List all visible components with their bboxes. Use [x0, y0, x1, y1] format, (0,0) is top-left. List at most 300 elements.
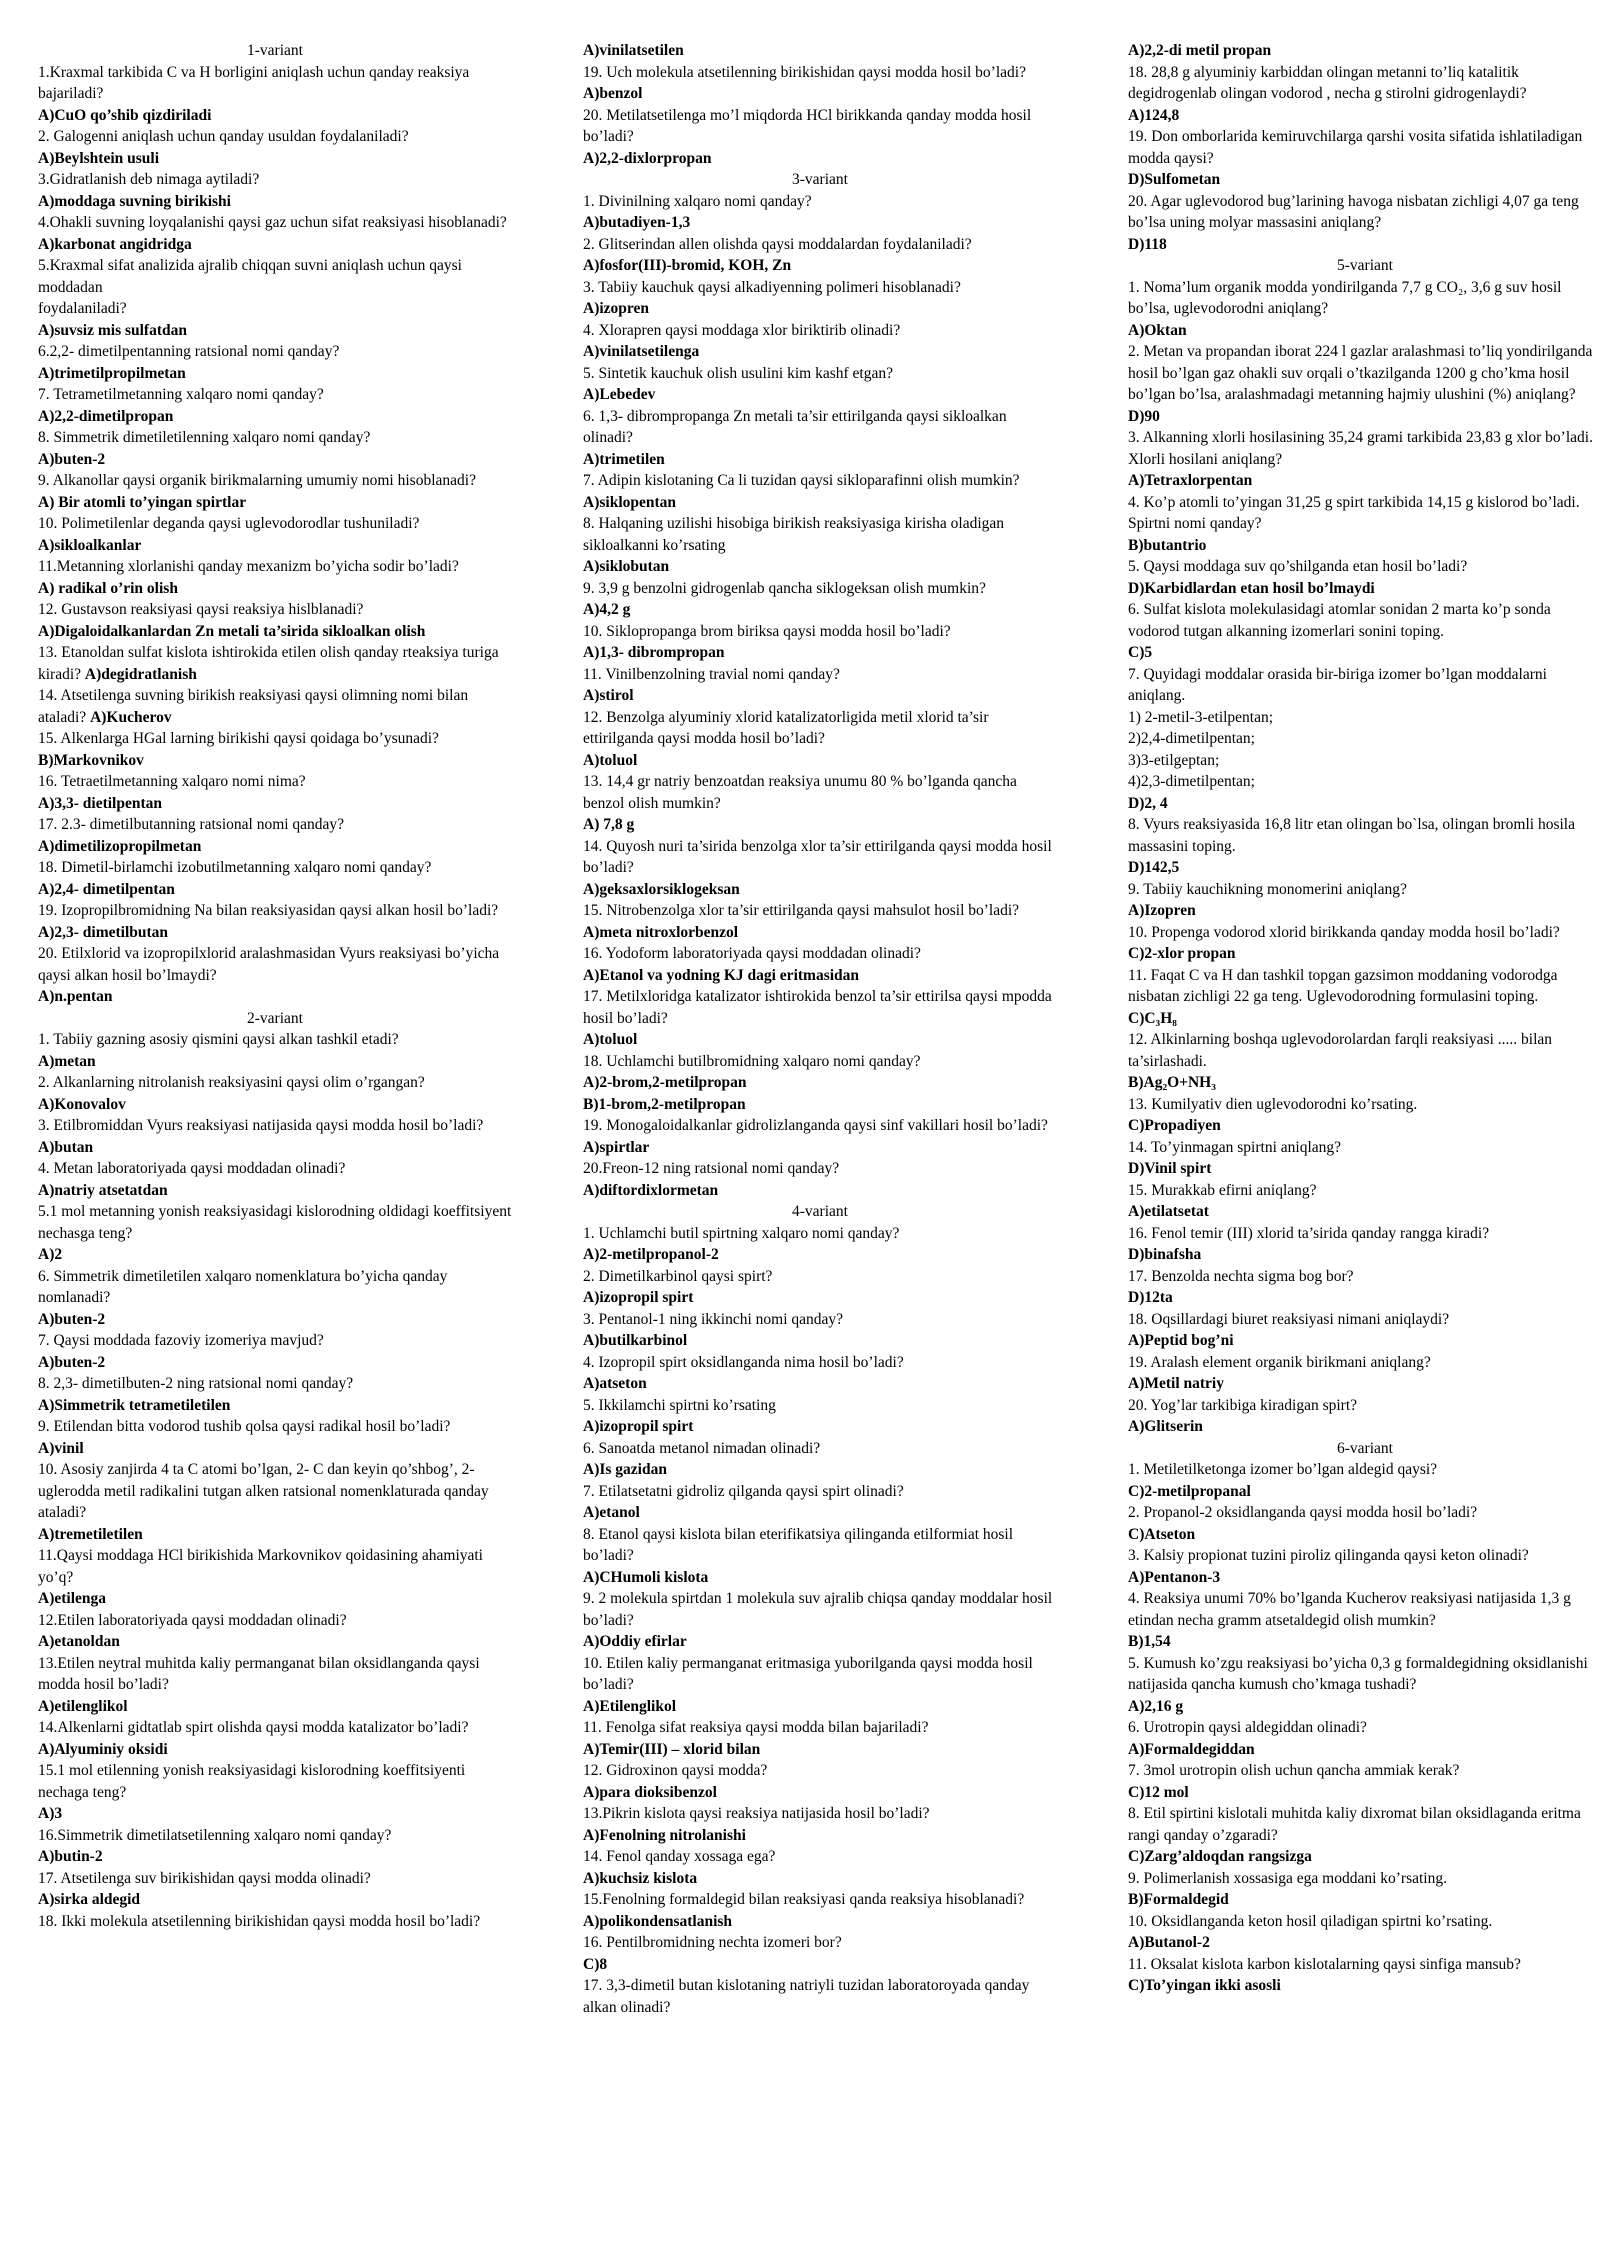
question-line	[583, 1438, 1057, 1460]
line-text: A)3	[38, 1805, 63, 1822]
question-line	[1128, 922, 1600, 944]
answer-line	[583, 1072, 1057, 1094]
line-text: 1. Metiletilketonga izomer bo’lgan aldegid qaysi?	[1128, 1461, 1438, 1478]
question-line	[583, 277, 1057, 299]
answer-line	[38, 836, 512, 858]
line-text: 3. Kalsiy propionat tuzini piroliz qilinganda qaysi keton olinadi?	[1128, 1547, 1529, 1564]
line-text: 13. Etanoldan sulfat kislota ishtirokida etilen olish qanday rteaksiya turiga kiradi?	[38, 644, 499, 683]
line-text: A)para dioksibenzol	[583, 1783, 717, 1801]
line-text: 2. Galogenni aniqlash uchun qanday usuldan foydalaniladi?	[38, 128, 409, 145]
line-text: 20. Yog’lar tarkibiga kiradigan spirt?	[1128, 1396, 1358, 1414]
line-text: A)Glitserin	[1128, 1418, 1203, 1435]
line-text: 20. Agar uglevodorod bug’larining havoga nisbatan zichligi 4,07 ga teng bo’lsa uning molyar massasini aniqlang?	[1128, 192, 1579, 231]
line-text: A)Beylshtein usuli	[38, 149, 160, 167]
line-text: A)butilkarbinol	[583, 1332, 688, 1349]
question-line	[583, 1975, 1057, 2018]
answer-line	[38, 750, 512, 772]
question-line	[38, 814, 512, 836]
line-text: 9. Alkanollar qaysi organik birikmalarning umumiy nomi hisoblanadi?	[38, 472, 476, 489]
line-text: A)2,2-dimetilpropan	[38, 407, 174, 425]
line-text: B)Formaldegid	[1128, 1891, 1229, 1908]
line-text: 6. Sulfat kislota molekulasidagi atomlar sonidan 2 marta ko’p sonda vodorod tutgan alkanning izomerlari sonini toping.	[1128, 601, 1551, 640]
answer-line	[38, 1438, 512, 1460]
line-text: A)Peptid bog’ni	[1128, 1332, 1234, 1349]
answer-line	[38, 1244, 512, 1266]
question-line	[583, 363, 1057, 385]
answer-line	[583, 1954, 1057, 1976]
answer-line	[583, 599, 1057, 621]
line-text: A)polikondensatlanish	[583, 1912, 733, 1930]
line-text: 5. Qaysi moddaga suv qo’shilganda etan hosil bo’ladi?	[1128, 558, 1468, 575]
question-line	[38, 685, 512, 728]
line-text: A)Temir(III) – xlorid bilan	[583, 1740, 761, 1758]
answer-line	[583, 1137, 1057, 1159]
answer-line	[38, 1395, 512, 1417]
line-text: 8. Etil spirtini kislotali muhitda kaliy dixromat bilan oksidlaganda eritma rangi qanday o’zgaradi?	[1128, 1805, 1581, 1844]
line-text: A)Alyuminiy oksidi	[38, 1740, 168, 1758]
line-text: A)geksaxlorsiklogeksan	[583, 880, 740, 898]
line-text: C)2-metilpropanal	[1128, 1482, 1251, 1500]
line-text: A) radikal o’rin olish	[38, 579, 178, 597]
question-line	[1128, 707, 1600, 729]
line-text: 12. Alkinlarning boshqa uglevodorolardan farqli reaksiyasi ..... bilan ta’sirlashadi.	[1128, 1031, 1553, 1070]
line-text: A)2-metilpropanol-2	[583, 1246, 719, 1263]
line-text: 14.Alkenlarni gidtatlab spirt olishda qaysi modda katalizator bo’ladi?	[38, 1719, 469, 1736]
line-text: 17. Metilxloridga katalizator ishtirokida benzol ta’sir ettirilsa qaysi mpodda hosil bo’ladi?	[583, 988, 1052, 1027]
answer-line	[38, 1051, 512, 1073]
question-line	[1128, 1502, 1600, 1524]
line-text: B)Ag₂O+NH₃	[1128, 1074, 1216, 1091]
question-line	[38, 1825, 512, 1847]
answer-line	[583, 341, 1057, 363]
answer-line	[583, 1868, 1057, 1890]
answer-line	[38, 535, 512, 557]
line-text: A)buten-2	[38, 450, 106, 468]
question-line	[38, 599, 512, 621]
line-text: D)12ta	[1128, 1289, 1173, 1306]
line-text: A)etanol	[583, 1504, 640, 1521]
question-line	[38, 384, 512, 406]
question-line	[583, 1115, 1057, 1137]
answer-line	[38, 105, 512, 127]
question-line	[583, 1889, 1057, 1911]
answer-line	[38, 1889, 512, 1911]
answer-line	[38, 1803, 512, 1825]
line-text: A)butadiyen-1,3	[583, 214, 691, 231]
line-text: A)Etanol va yodning KJ dagi eritmasidan	[583, 966, 860, 984]
line-text: 2)2,4-dimetilpentan;	[1128, 730, 1255, 747]
line-text: C)Propadiyen	[1128, 1117, 1221, 1134]
answer-line	[583, 642, 1057, 664]
line-text: 3-variant	[792, 171, 848, 188]
answer-line	[583, 1180, 1057, 1202]
answer-line	[583, 1029, 1057, 1051]
line-text: 2. Alkanlarning nitrolanish reaksiyasini qaysi olim o’rgangan?	[38, 1074, 425, 1091]
answer-line	[1128, 1330, 1600, 1352]
answer-line	[583, 1911, 1057, 1933]
answer-line	[38, 492, 512, 514]
variant-heading	[38, 40, 512, 62]
answer-line	[583, 1459, 1057, 1481]
answer-line	[1128, 406, 1600, 428]
question-line	[38, 427, 512, 449]
answer-line	[583, 556, 1057, 578]
line-text: A)meta nitroxlorbenzol	[583, 923, 739, 941]
line-text: 2-variant	[247, 1009, 303, 1027]
question-line	[1128, 277, 1600, 320]
answer-line	[1128, 1008, 1600, 1030]
line-text: 16.Simmetrik dimetilatsetilenning xalqaro nomi qanday?	[38, 1826, 392, 1844]
question-line	[583, 1717, 1057, 1739]
line-text: 9. 3,9 g benzolni gidrogenlab qancha siklogeksan olish mumkin?	[583, 579, 986, 597]
answer-line	[583, 814, 1057, 836]
answer-line	[1128, 857, 1600, 879]
question-line	[38, 1459, 512, 1524]
answer-line	[583, 1739, 1057, 1761]
question-line	[583, 621, 1057, 643]
line-text: A)Tetraxlorpentan	[1128, 472, 1253, 489]
line-text: 13. Kumilyativ dien uglevodorodni ko’rsating.	[1128, 1095, 1418, 1113]
question-line	[1128, 1803, 1600, 1846]
answer-line	[1128, 578, 1600, 600]
line-text: 3)3-etilgeptan;	[1128, 751, 1220, 769]
answer-line	[1128, 1416, 1600, 1438]
line-text: A)Pentanon-3	[1128, 1568, 1221, 1586]
line-text: 7. Quyidagi moddalar orasida bir-biriga izomer bo’lgan moddalarni aniqlang.	[1128, 665, 1547, 704]
answer-line	[38, 1846, 512, 1868]
answer-line	[583, 492, 1057, 514]
question-line	[1128, 1137, 1600, 1159]
answer-line	[38, 1524, 512, 1546]
line-text: C)2-xlor propan	[1128, 945, 1236, 962]
answer-line	[38, 793, 512, 815]
line-text: A)Digaloidalkanlardan Zn metali ta’sirida sikloalkan olish	[38, 622, 426, 640]
inline-answer: A)Kucherov	[90, 708, 172, 726]
answer-line	[38, 320, 512, 342]
answer-line	[583, 40, 1057, 62]
question-line	[38, 1416, 512, 1438]
question-line	[38, 556, 512, 578]
question-line	[38, 1868, 512, 1890]
line-text: 1.Kraxmal tarkibida C va H borligini aniqlash uchun qanday reaksiya bajariladi?	[38, 63, 470, 102]
line-text: 17. 3,3-dimetil butan kislotaning natriyli tuzidan laboratoroyada qanday alkan olinadi?	[583, 1977, 1030, 2016]
line-text: A)1,3- dibrompropan	[583, 644, 725, 661]
line-text: B)butantrio	[1128, 536, 1207, 554]
question-line	[583, 1352, 1057, 1374]
line-text: 14. Fenol qanday xossaga ega?	[583, 1848, 776, 1865]
question-line	[583, 1266, 1057, 1288]
line-text: 1) 2-metil-3-etilpentan;	[1128, 708, 1274, 726]
line-text: C)C₃H₈	[1128, 1009, 1177, 1027]
answer-line	[1128, 169, 1600, 191]
line-text: A)Metil natriy	[1128, 1375, 1224, 1392]
question-line	[1128, 1653, 1600, 1696]
line-text: 13.Etilen neytral muhitda kaliy permanganat bilan oksidlanganda qaysi modda hosil bo’ladi?	[38, 1654, 480, 1693]
line-text: A)siklobutan	[583, 558, 670, 575]
line-text: A)etilatsetat	[1128, 1203, 1209, 1220]
line-text: 9. Tabiiy kauchikning monomerini aniqlang?	[1128, 880, 1407, 898]
answer-line	[583, 879, 1057, 901]
line-text: 3. Pentanol-1 ning ikkinchi nomi qanday?	[583, 1310, 844, 1328]
answer-line	[38, 406, 512, 428]
line-text: 11. Fenolga sifat reaksiya qaysi modda bilan bajariladi?	[583, 1719, 929, 1736]
line-text: A) 7,8 g	[583, 816, 635, 833]
line-text: A)izopropil spirt	[583, 1289, 694, 1306]
line-text: 5-variant	[1337, 257, 1393, 274]
answer-line	[1128, 1567, 1600, 1589]
question-line	[583, 1653, 1057, 1696]
line-text: 4.Ohakli suvning loyqalanishi qaysi gaz uchun sifat reaksiyasi hisoblanadi?	[38, 214, 507, 231]
question-line	[1128, 965, 1600, 1008]
line-text: 2. Propanol-2 oksidlanganda qaysi modda hosil bo’ladi?	[1128, 1504, 1478, 1521]
column-1	[38, 40, 512, 1932]
line-text: A)sirka aldegid	[38, 1891, 141, 1908]
line-text: 8. Halqaning uzilishi hisobiga birikish reaksiyasiga kirisha oladigan sikloalkanni ko’rsating	[583, 515, 1005, 554]
line-text: 6. Simmetrik dimetiletilen xalqaro nomenklatura bo’yicha qanday nomlanadi?	[38, 1267, 448, 1306]
question-line	[38, 1545, 512, 1588]
line-text: 19. Uch molekula atsetilenning birikishidan qaysi modda hosil bo’ladi?	[583, 63, 1026, 81]
answer-line	[1128, 1631, 1600, 1653]
answer-line	[38, 148, 512, 170]
answer-line	[583, 212, 1057, 234]
answer-line	[583, 148, 1057, 170]
line-text: 4-variant	[792, 1203, 848, 1220]
question-line	[38, 1911, 512, 1933]
answer-line	[1128, 1739, 1600, 1761]
line-text: 6. Urotropin qaysi aldegiddan olinadi?	[1128, 1719, 1367, 1736]
question-line	[1128, 814, 1600, 857]
variant-heading	[1128, 1438, 1600, 1460]
answer-line	[583, 1416, 1057, 1438]
question-line	[1128, 1954, 1600, 1976]
line-text: 16. Pentilbromidning nechta izomeri bor?	[583, 1934, 842, 1951]
line-text: 18. Ikki molekula atsetilenning birikishidan qaysi modda hosil bo’ladi?	[38, 1912, 481, 1930]
line-text: C)5	[1128, 644, 1153, 661]
line-text: A)buten-2	[38, 1310, 106, 1328]
question-line	[583, 578, 1057, 600]
question-line	[583, 707, 1057, 750]
variant-heading	[583, 1201, 1057, 1223]
line-text: 3. Tabiiy kauchuk qaysi alkadiyenning polimeri hisoblanadi?	[583, 278, 961, 296]
line-text: B)1,54	[1128, 1633, 1171, 1650]
question-line	[583, 406, 1057, 449]
answer-line	[1128, 1696, 1600, 1718]
answer-line	[583, 1825, 1057, 1847]
line-text: A)vinilatsetilen	[583, 42, 684, 59]
variant-heading	[1128, 255, 1600, 277]
line-text: 5. Kumush ko’zgu reaksiyasi bo’yicha 0,3 g formaldegidning oksidlanishi natijasida qancha kumush cho’kmaga tushadi?	[1128, 1654, 1588, 1693]
line-text: A)fosfor(III)-bromid, KOH, Zn	[583, 257, 792, 274]
line-text: 14. Quyosh nuri ta’sirida benzolga xlor ta’sir ettirilganda qaysi modda hosil bo’ladi?	[583, 837, 1052, 876]
question-line	[1128, 556, 1600, 578]
line-text: A)toluol	[583, 751, 638, 769]
answer-line	[583, 1244, 1057, 1266]
question-line	[38, 1201, 512, 1244]
line-text: 4. Ko’p atomli to’yingan 31,25 g spirt tarkibida 14,15 g kislorod bo’ladi. Spirtni nomi qanday?	[1128, 493, 1580, 532]
line-text: A)etanoldan	[38, 1633, 120, 1650]
answer-line	[1128, 1115, 1600, 1137]
line-text: 10. Polimetilenlar deganda qaysi uglevodorodlar tushuniladi?	[38, 515, 420, 532]
line-text: A)izopropil spirt	[583, 1418, 694, 1435]
answer-line	[583, 1696, 1057, 1718]
line-text: 19. Don omborlarida kemiruvchilarga qarshi vosita sifatida ishlatiladigan modda qaysi?	[1128, 128, 1583, 167]
question-line	[1128, 664, 1600, 707]
question-line	[1128, 728, 1600, 750]
answer-line	[1128, 1889, 1600, 1911]
question-line	[38, 900, 512, 922]
question-line	[583, 191, 1057, 213]
line-text: D)118	[1128, 235, 1167, 253]
question-line	[1128, 191, 1600, 234]
question-line	[583, 664, 1057, 686]
line-text: 6. 1,3- dibrompropanga Zn metali ta’sir ettirilganda qaysi sikloalkan olinadi?	[583, 407, 1007, 446]
line-text: 10. Asosiy zanjirda 4 ta C atomi bo’lgan, 2- C dan keyin qo’shbog’, 2- uglerodda metil radikalini tutgan alken ratsional nomenklaturada qanday ataladi?	[38, 1461, 489, 1521]
question-line	[38, 1072, 512, 1094]
line-text: A)124,8	[1128, 106, 1180, 124]
question-line	[583, 470, 1057, 492]
line-text: 18. 28,8 g alyuminiy karbiddan olingan metanni to’liq katalitik degidrogenlab olingan vodorod , necha g stirolni gidrogenlaydi?	[1128, 63, 1527, 102]
answer-line	[583, 298, 1057, 320]
question-line	[583, 1803, 1057, 1825]
answer-line	[1128, 943, 1600, 965]
question-line	[38, 1266, 512, 1309]
line-text: 10. Oksidlanganda keton hosil qiladigan spirtni ko’rsating.	[1128, 1912, 1493, 1930]
line-text: A)n.pentan	[38, 988, 113, 1005]
question-line	[1128, 1309, 1600, 1331]
line-text: A)2,4- dimetilpentan	[38, 880, 175, 898]
question-line	[38, 1653, 512, 1696]
question-line	[1128, 62, 1600, 105]
line-text: 8. 2,3- dimetilbuten-2 ning ratsional nomi qanday?	[38, 1375, 354, 1392]
answer-line	[1128, 900, 1600, 922]
line-text: 4)2,3-dimetilpentan;	[1128, 773, 1255, 790]
line-text: A)toluol	[583, 1031, 638, 1048]
line-text: 1. Noma’lum organik modda yondirilganda 7,7 g CO₂, 3,6 g suv hosil bo’lsa, uglevodorodni aniqlang?	[1128, 278, 1562, 317]
line-text: 14. Atsetilenga suvning birikish reaksiyasi qaysi olimning nomi bilan ataladi?	[38, 687, 469, 726]
question-line	[38, 298, 512, 320]
line-text: 8. Simmetrik dimetiletilenning xalqaro nomi qanday?	[38, 429, 371, 446]
question-line	[583, 900, 1057, 922]
line-text: 8. Etanol qaysi kislota bilan eterifikatsiya qilinganda etilformiat hosil bo’ladi?	[583, 1525, 1014, 1564]
answer-line	[583, 750, 1057, 772]
line-text: A)2	[38, 1246, 63, 1263]
line-text: 1. Divinilning xalqaro nomi qanday?	[583, 192, 812, 210]
question-line	[583, 1846, 1057, 1868]
answer-line	[38, 879, 512, 901]
line-text: A)2-brom,2-metilpropan	[583, 1074, 747, 1091]
answer-line	[1128, 470, 1600, 492]
question-line	[1128, 1395, 1600, 1417]
line-text: 3. Etilbromiddan Vyurs reaksiyasi natijasida qaysi modda hosil bo’ladi?	[38, 1117, 484, 1134]
line-text: 4. Izopropil spirt oksidlanganda nima hosil bo’ladi?	[583, 1353, 904, 1371]
question-line	[38, 126, 512, 148]
question-line	[1128, 599, 1600, 642]
line-text: 17. 2.3- dimetilbutanning ratsional nomi qanday?	[38, 816, 345, 833]
line-text: C)12 mol	[1128, 1783, 1189, 1801]
answer-line	[583, 1373, 1057, 1395]
line-text: C)8	[583, 1955, 608, 1973]
answer-line	[1128, 234, 1600, 256]
answer-line	[38, 1137, 512, 1159]
line-text: A)Etilenglikol	[583, 1697, 677, 1715]
answer-line	[1128, 1481, 1600, 1503]
line-text: 10. Propenga vodorod xlorid birikkanda qanday modda hosil bo’ladi?	[1128, 923, 1560, 941]
question-line	[38, 771, 512, 793]
line-text: 15. Murakkab efirni aniqlang?	[1128, 1181, 1317, 1199]
answer-line	[1128, 1975, 1600, 1997]
line-text: C)Atseton	[1128, 1525, 1196, 1543]
answer-line	[583, 685, 1057, 707]
line-text: 11.Metanning xlorlanishi qanday mexanizm bo’yicha sodir bo’ladi?	[38, 558, 459, 575]
question-line	[583, 986, 1057, 1029]
line-text: 11. Vinilbenzolning travial nomi qanday?	[583, 665, 840, 683]
line-text: 20. Metilatsetilenga mo’l miqdorda HCl birikkanda qanday modda hosil bo’ladi?	[583, 106, 1032, 145]
line-text: 12.Etilen laboratoriyada qaysi moddadan olinadi?	[38, 1611, 347, 1629]
question-line	[38, 1029, 512, 1051]
line-text: A)vinilatsetilenga	[583, 343, 700, 360]
question-line	[583, 320, 1057, 342]
line-text: A)natriy atsetatdan	[38, 1181, 168, 1199]
line-text: 18. Oqsillardagi biuret reaksiyasi nimani aniqlaydi?	[1128, 1310, 1450, 1328]
answer-line	[38, 922, 512, 944]
line-text: 3. Alkanning xlorli hosilasining 35,24 grami tarkibida 23,83 g xlor bo’ladi. Xlorli hosilani aniqlang?	[1128, 429, 1593, 468]
question-line	[1128, 1868, 1600, 1890]
question-line	[1128, 1352, 1600, 1374]
line-text: A)butan	[38, 1138, 94, 1156]
line-text: A)Izopren	[1128, 902, 1196, 919]
question-line	[583, 1158, 1057, 1180]
question-line	[1128, 771, 1600, 793]
answer-line	[1128, 642, 1600, 664]
line-text: A)Formaldegiddan	[1128, 1740, 1255, 1758]
line-text: A)moddaga suvning birikishi	[38, 192, 231, 210]
answer-line	[38, 1739, 512, 1761]
question-line	[38, 1760, 512, 1803]
answer-line	[1128, 1244, 1600, 1266]
line-text: B)Markovnikov	[38, 751, 144, 769]
question-line	[1128, 750, 1600, 772]
answer-line	[1128, 1158, 1600, 1180]
line-text: A)diftordixlormetan	[583, 1181, 719, 1199]
line-text: 11. Faqat C va H dan tashkil topgan gazsimon moddaning vodorodga nisbatan zichligi 22 ga teng. Uglevodorodning formulasini toping.	[1128, 966, 1558, 1005]
line-text: D)90	[1128, 407, 1160, 425]
answer-line	[1128, 793, 1600, 815]
line-text: A)trimetilpropilmetan	[38, 364, 186, 382]
line-text: D)Karbidlardan etan hosil bo’lmaydi	[1128, 579, 1375, 597]
line-text: A)Oddiy efirlar	[583, 1633, 687, 1650]
line-text: 17. Atsetilenga suv birikishidan qaysi modda olinadi?	[38, 1869, 371, 1887]
line-text: A)Konovalov	[38, 1095, 126, 1113]
line-text: A)2,3- dimetilbutan	[38, 923, 169, 941]
answer-line	[38, 1696, 512, 1718]
line-text: C)To’yingan ikki asosli	[1128, 1977, 1281, 1994]
line-text: 11.Qaysi moddaga HCl birikishida Markovnikov qoidasining ahamiyati yo’q?	[38, 1547, 483, 1586]
question-line	[1128, 879, 1600, 901]
line-text: A)Is gazidan	[583, 1461, 667, 1478]
question-line	[583, 1932, 1057, 1954]
answer-line	[1128, 1524, 1600, 1546]
answer-line	[1128, 1782, 1600, 1804]
line-text: 11. Oksalat kislota karbon kislotalarning qaysi sinfiga mansub?	[1128, 1955, 1521, 1973]
answer-line	[38, 1631, 512, 1653]
line-text: 14. To’yinmagan spirtni aniqlang?	[1128, 1138, 1342, 1156]
line-text: A)spirtlar	[583, 1138, 650, 1156]
line-text: 4. Reaksiya unumi 70% bo’lganda Kucherov reaksiyasi natijasida 1,3 g etindan necha gramm atsetaldegid olish mumkin?	[1128, 1590, 1571, 1629]
question-line	[1128, 341, 1600, 406]
question-line	[583, 1223, 1057, 1245]
question-line	[583, 836, 1057, 879]
line-text: 16. Fenol temir (III) xlorid ta’sirida qanday rangga kiradi?	[1128, 1224, 1490, 1242]
